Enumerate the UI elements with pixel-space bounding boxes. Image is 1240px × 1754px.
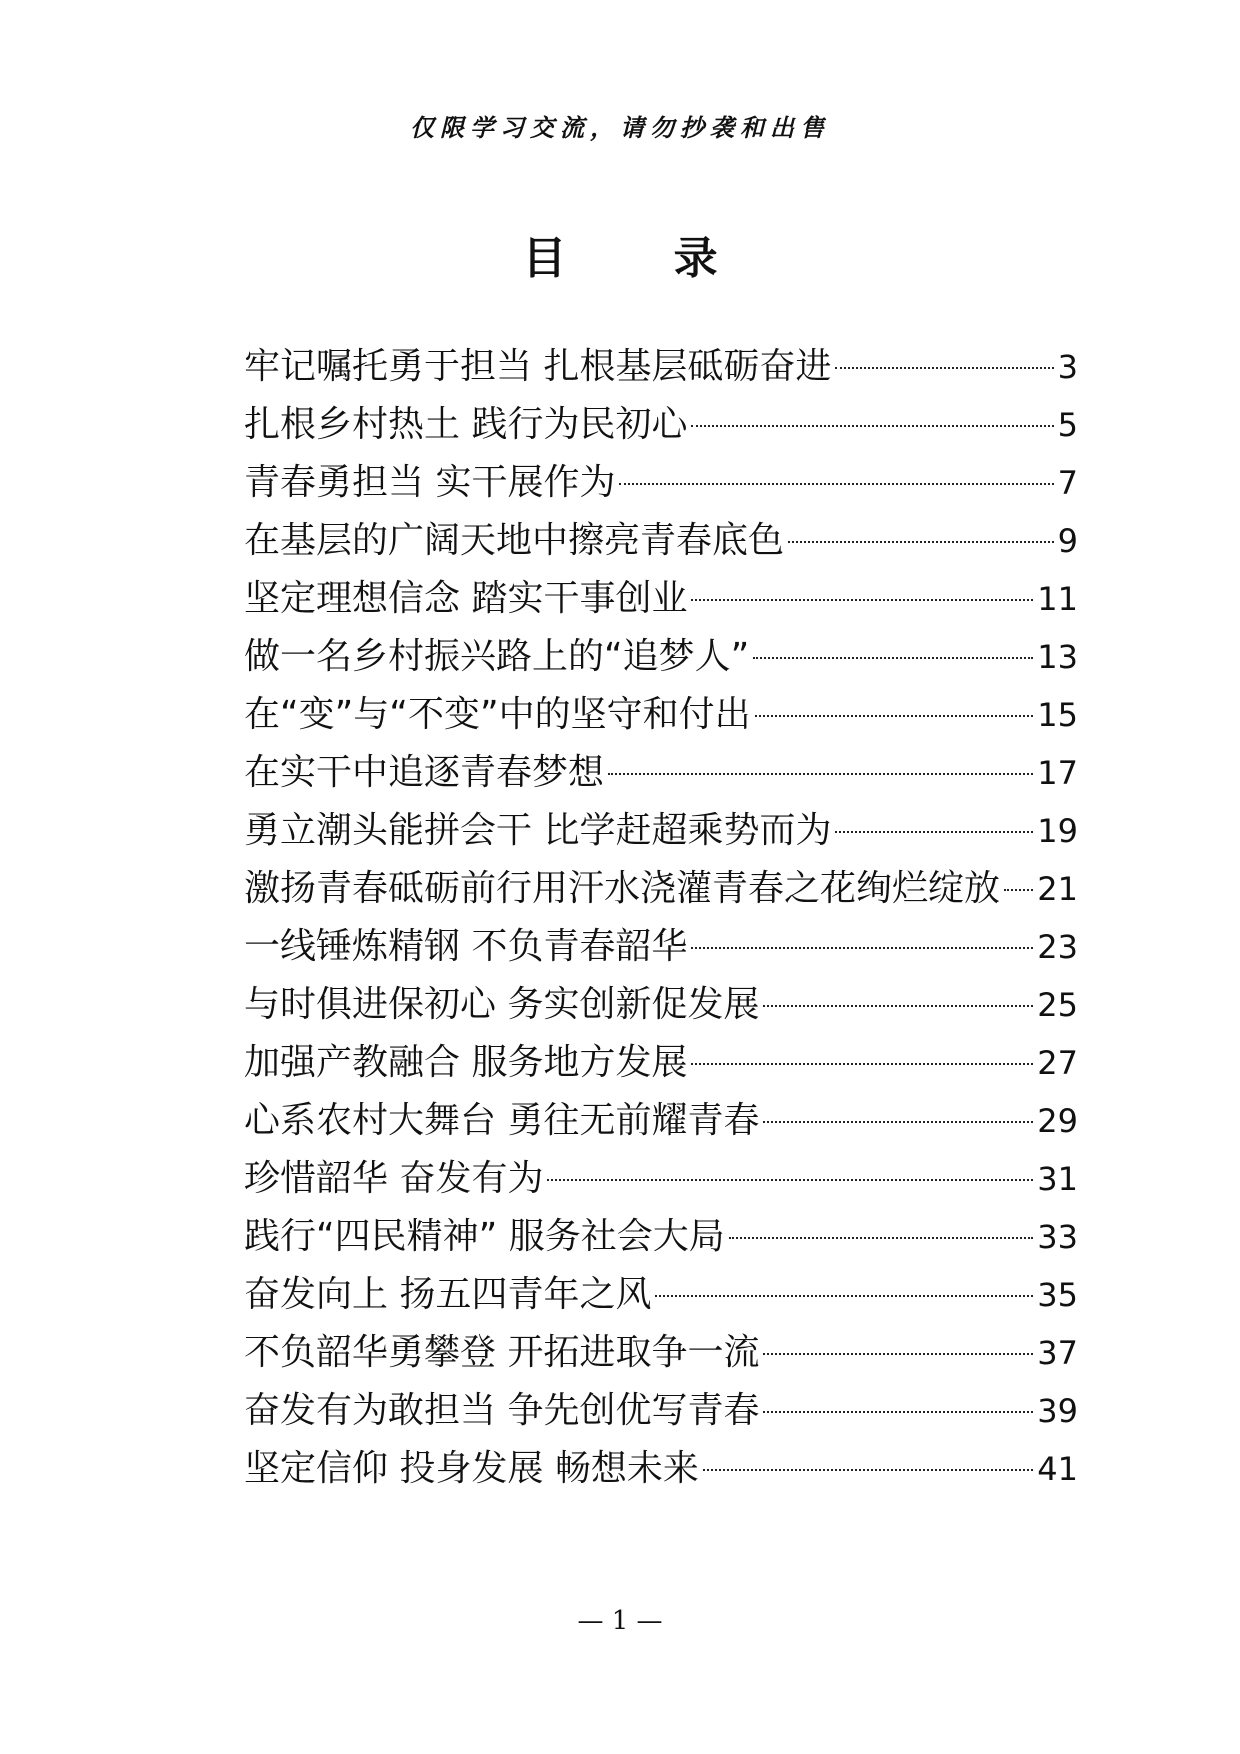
toc-leader-dots xyxy=(755,715,1034,717)
toc-leader-dots xyxy=(691,599,1033,601)
toc-entry-page: 5 xyxy=(1057,406,1078,444)
toc-leader-dots xyxy=(655,1295,1033,1297)
toc-entry-page: 3 xyxy=(1057,348,1078,386)
toc-entry-title: 加强产教融合 服务地方发展 xyxy=(244,1042,688,1083)
toc-leader-dots xyxy=(608,773,1033,775)
toc-entry-title: 扎根乡村热土 践行为民初心 xyxy=(244,404,688,445)
toc-entry-page: 11 xyxy=(1037,580,1078,618)
toc-entry-page: 25 xyxy=(1037,986,1078,1024)
page-title: 目 录 xyxy=(522,233,764,284)
toc-leader-dots xyxy=(835,367,1053,369)
toc-entry-page: 19 xyxy=(1037,812,1078,850)
toc-entry-page: 35 xyxy=(1037,1276,1078,1314)
toc-entry-page: 31 xyxy=(1037,1160,1078,1198)
toc-entry-title: 牢记嘱托勇于担当 扎根基层砥砺奋进 xyxy=(244,346,832,387)
toc-entry-page: 21 xyxy=(1037,870,1078,908)
toc-entry-title: 奋发向上 扬五四青年之风 xyxy=(244,1274,652,1315)
toc-leader-dots xyxy=(788,541,1054,543)
toc-entry-title: 坚定信仰 投身发展 畅想未来 xyxy=(244,1448,699,1489)
toc-leader-dots xyxy=(835,831,1033,833)
toc-entry-title: 坚定理想信念 踏实干事创业 xyxy=(244,578,688,619)
toc-leader-dots xyxy=(547,1179,1033,1181)
toc-leader-dots xyxy=(691,947,1033,949)
header-note: 仅限学习交流，请勿抄袭和出售 xyxy=(410,113,830,142)
toc-entry[interactable] xyxy=(244,1324,1078,1382)
toc-entry[interactable] xyxy=(244,512,1078,570)
toc-entry-title: 做一名乡村振兴路上的“追梦人” xyxy=(244,636,750,677)
toc-entry-page: 13 xyxy=(1037,638,1078,676)
toc-entry[interactable] xyxy=(244,1150,1078,1208)
toc-entry[interactable] xyxy=(244,628,1078,686)
toc-entry[interactable] xyxy=(244,1092,1078,1150)
toc-entry[interactable] xyxy=(244,1034,1078,1092)
toc-leader-dots xyxy=(691,425,1053,427)
toc-entry-page: 39 xyxy=(1037,1392,1078,1430)
toc-entry-title: 勇立潮头能拼会干 比学赶超乘势而为 xyxy=(244,810,832,851)
toc-leader-dots xyxy=(763,1005,1033,1007)
toc-entry-page: 17 xyxy=(1037,754,1078,792)
toc-leader-dots xyxy=(619,483,1053,485)
toc-entry[interactable] xyxy=(244,1208,1078,1266)
toc-leader-dots xyxy=(703,1469,1033,1471)
toc-entry[interactable] xyxy=(244,396,1078,454)
toc-entry-title: 在“变”与“不变”中的坚守和付出 xyxy=(244,694,751,735)
toc-leader-dots xyxy=(763,1411,1033,1413)
toc-entry-page: 7 xyxy=(1057,464,1078,502)
toc-entry-page: 29 xyxy=(1037,1102,1078,1140)
toc-entry-page: 37 xyxy=(1037,1334,1078,1372)
toc-entry-page: 15 xyxy=(1037,696,1078,734)
toc-entry-title: 奋发有为敢担当 争先创优写青春 xyxy=(244,1390,760,1431)
toc-entry-page: 41 xyxy=(1037,1450,1078,1488)
toc-entry-title: 一线锤炼精钢 不负青春韶华 xyxy=(244,926,688,967)
toc-entry-page: 9 xyxy=(1057,522,1078,560)
toc-entry-title: 践行“四民精神” 服务社会大局 xyxy=(244,1216,725,1257)
toc-entry-title: 珍惜韶华 奋发有为 xyxy=(244,1158,544,1199)
toc-entry-title: 不负韶华勇攀登 开拓进取争一流 xyxy=(244,1332,760,1373)
toc-entry[interactable] xyxy=(244,570,1078,628)
toc-entry[interactable] xyxy=(244,338,1078,396)
toc-leader-dots xyxy=(691,1063,1033,1065)
toc-entry[interactable] xyxy=(244,976,1078,1034)
toc-entry[interactable] xyxy=(244,686,1078,744)
toc-entry[interactable] xyxy=(244,1440,1078,1498)
toc-entry[interactable] xyxy=(244,1382,1078,1440)
toc-entry[interactable] xyxy=(244,744,1078,802)
toc-entry[interactable] xyxy=(244,860,1078,918)
toc-entry[interactable] xyxy=(244,454,1078,512)
toc-entry-title: 在实干中追逐青春梦想 xyxy=(244,752,605,793)
toc-leader-dots xyxy=(763,1353,1033,1355)
toc-entry[interactable] xyxy=(244,918,1078,976)
toc-entry-title: 心系农村大舞台 勇往无前耀青春 xyxy=(244,1100,760,1141)
toc-entry-page: 23 xyxy=(1037,928,1078,966)
toc-entry-title: 与时俱进保初心 务实创新促发展 xyxy=(244,984,760,1025)
page-number: — 1 — xyxy=(577,1606,663,1636)
toc-entry-page: 27 xyxy=(1037,1044,1078,1082)
toc-entry-page: 33 xyxy=(1037,1218,1078,1256)
toc-entry[interactable] xyxy=(244,802,1078,860)
toc-leader-dots xyxy=(763,1121,1033,1123)
toc-leader-dots xyxy=(753,657,1033,659)
toc-entry-title: 在基层的广阔天地中擦亮青春底色 xyxy=(244,520,785,561)
toc-leader-dots xyxy=(729,1237,1034,1239)
table-of-contents xyxy=(244,338,1078,1498)
toc-entry-title: 激扬青春砥砺前行用汗水浇灌青春之花绚烂绽放 xyxy=(244,868,1001,909)
toc-entry[interactable] xyxy=(244,1266,1078,1324)
toc-leader-dots xyxy=(1004,889,1033,891)
toc-entry-title: 青春勇担当 实干展作为 xyxy=(244,462,616,503)
